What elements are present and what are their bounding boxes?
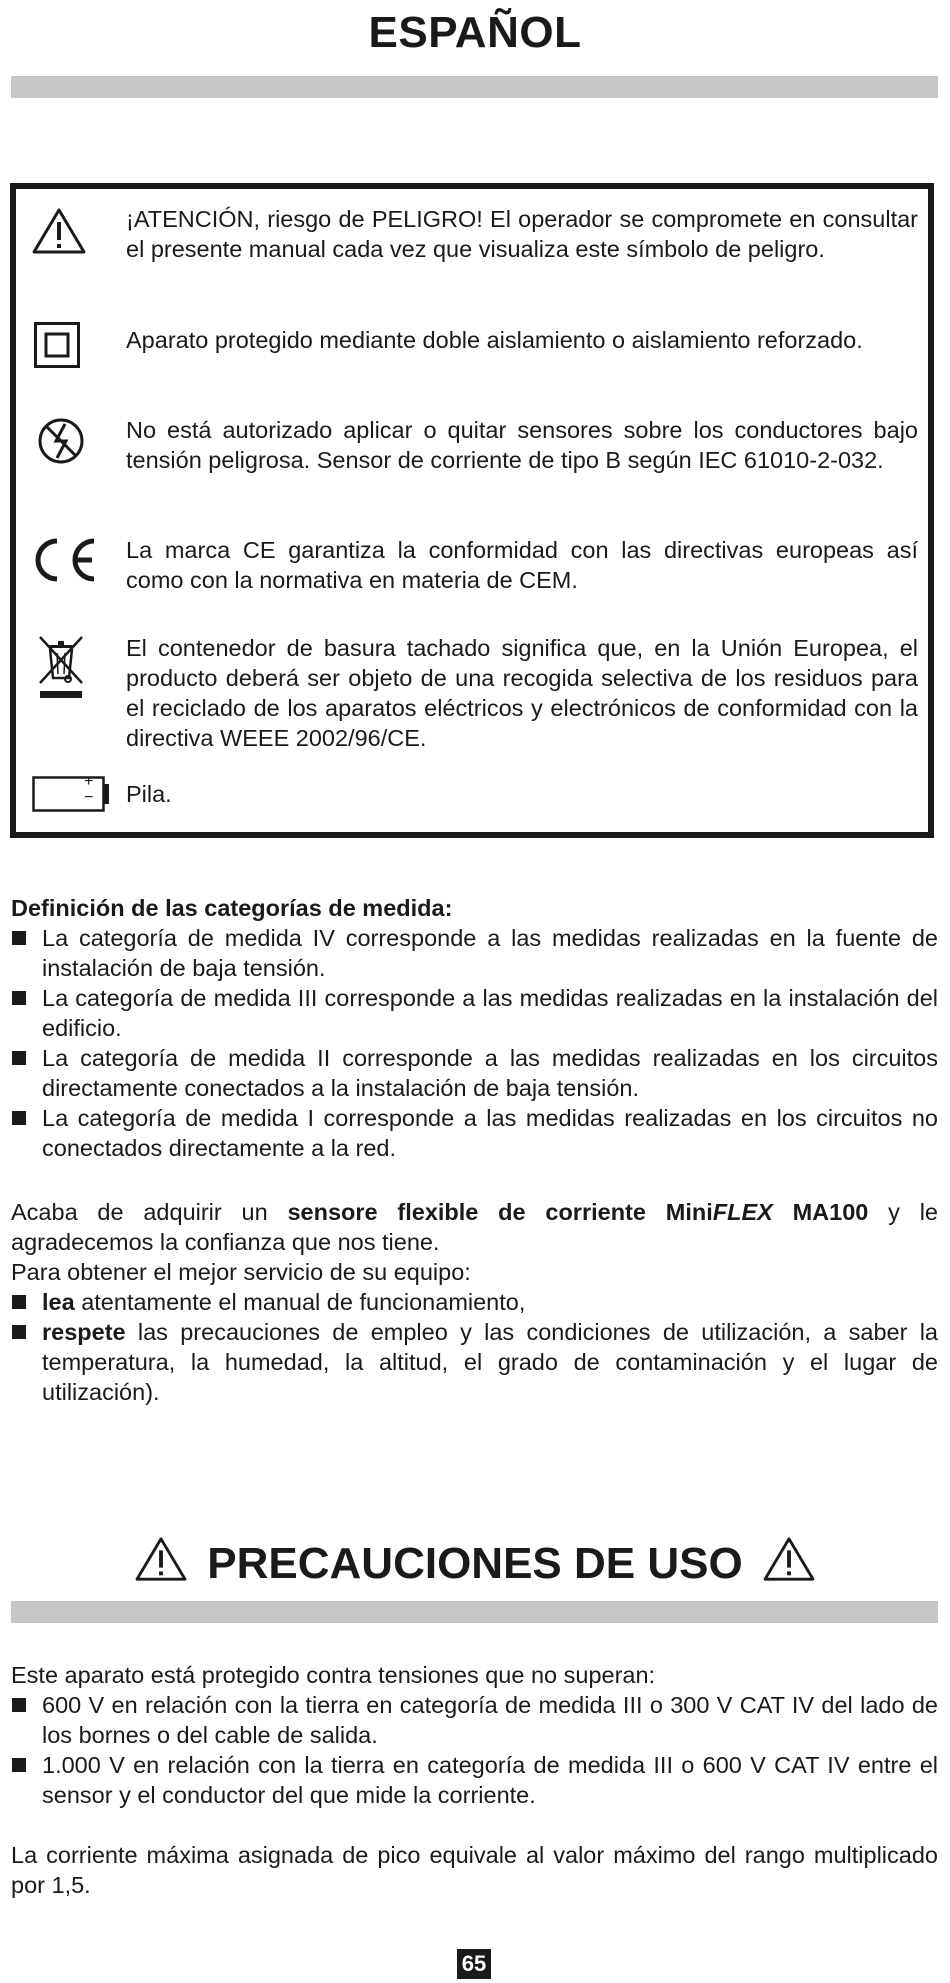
double-insulation-icon [34,322,80,368]
intro-section [11,1197,938,1407]
list-item: respete las precauciones de empleo y las condiciones de utilización, a saber la temperatura, la humedad, la altitud, el grado de contaminación y el lugar de utilización). [11,1317,938,1407]
symbol-text-weee: El contenedor de basura tachado significa que, en la Unión Europea, el producto deberá ser objeto de una recogida selectiva de los residuos para el reciclado de los aparatos eléctricos y electrónicos de conformidad con la directiva WEEE 2002/96/CE. [126,635,918,751]
list-item: 600 V en relación con la tierra en categoría de medida III o 300 V CAT IV del lado de los bornes o del cable de salida. [11,1690,938,1750]
product-model: MA100 [772,1199,869,1225]
bullet-square-icon [12,1295,26,1309]
symbol-text-insulation: Aparato protegido mediante doble aislamiento o aislamiento reforzado. [126,327,863,353]
product-name: sensore flexible de corriente Mini [287,1199,713,1225]
battery-icon [32,773,110,812]
list-item: La categoría de medida IV corresponde a las medidas realizadas en la fuente de instalación de baja tensión. [11,923,938,983]
precautions-divider [11,1601,938,1623]
warning-triangle-icon [763,1536,815,1593]
bullet-square-icon [12,1051,26,1065]
battery-minus-label: − [84,789,94,806]
bullet-square-icon [12,991,26,1005]
precautions-title [0,1534,950,1594]
precautions-closing: La corriente máxima asignada de pico equivale al valor máximo del rango multiplicado por 1,5. [11,1842,938,1898]
list-item: 1.000 V en relación con la tierra en categoría de medida III o 600 V CAT IV entre el sensor y el conductor del que mide la corriente. [11,1750,938,1810]
list-item: La categoría de medida III corresponde a las medidas realizadas en la instalación del edificio. [11,983,938,1043]
symbol-text-warning: ¡ATENCIÓN, riesgo de PELIGRO! El operador se compromete en consultar el presente manual cada vez que visualiza este símbolo de peligro. [126,206,918,262]
intro-paragraph: Acaba de adquirir un sensore flexible de corriente MiniFLEX MA100 y le agradecemos la confianza que nos tiene. [11,1199,938,1255]
precautions-intro: Este aparato está protegido contra tensiones que no superan: [11,1662,656,1688]
bullet-square-icon [12,931,26,945]
symbol-text-ce: La marca CE garantiza la conformidad con las directivas europeas así como con la normativa en materia de CEM. [126,537,918,593]
symbol-text-battery: Pila. [126,781,172,807]
ce-mark-icon [26,534,100,586]
list-item: La categoría de medida II corresponde a las medidas realizadas en los circuitos directamente conectados a la instalación de baja tensión. [11,1043,938,1103]
product-name-flex: FLEX [712,1199,773,1225]
categories-heading: Definición de las categorías de medida: [11,895,453,921]
bullet-square-icon [12,1325,26,1339]
bullet-square-icon [12,1111,26,1125]
bullet-square-icon [12,1758,26,1772]
symbols-box [10,183,934,838]
warning-triangle-icon [32,207,86,255]
page-number: 65 [457,1949,491,1979]
bullet-square-icon [12,1698,26,1712]
list-item: lea atentamente el manual de funcionamiento, [11,1287,938,1317]
page-title: ESPAÑOL [368,8,582,57]
precautions-heading: PRECAUCIONES DE USO [207,1539,743,1588]
categories-section [11,893,938,1163]
symbol-text-live-conductor: No está autorizado aplicar o quitar sensores sobre los conductores bajo tensión peligrosa. Sensor de corriente de tipo B según IEC 61010-2-032. [126,417,918,473]
crossed-bin-icon [36,633,86,703]
battery-plus-label: + [84,773,94,790]
header-divider [11,76,938,98]
service-line: Para obtener el mejor servicio de su equipo: [11,1259,471,1285]
precautions-section [11,1660,938,1900]
warning-triangle-icon [135,1536,187,1593]
list-item: La categoría de medida I corresponde a las medidas realizadas en los circuitos no conectados directamente a la red. [11,1103,938,1163]
no-live-conductor-icon [36,416,86,466]
